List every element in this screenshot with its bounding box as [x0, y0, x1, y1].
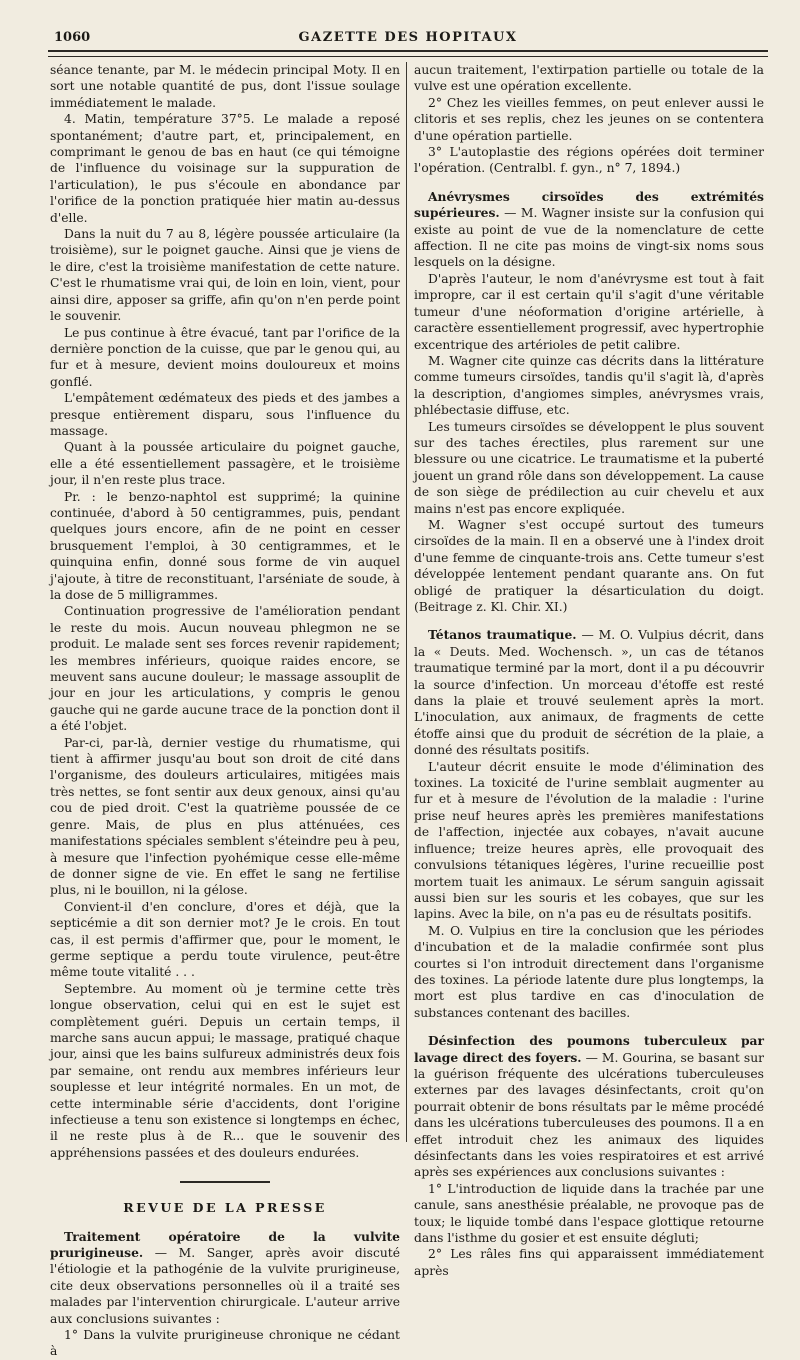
article-title: Tétanos traumatique. [428, 627, 577, 643]
paragraph: Pr. : le benzo-naphtol est supprimé; la quinine continuée, d'abord à 50 centigrammes, puis, pendant quelques jours encore, afin de ne point en cesser brusquement l'emploi, à 30 centigrammes, et le quinquina enfin, donné sous forme de vin auquel j'ajoute, à titre de reconstituant, l'arséniate de soude, à la dose de 5 milligrammes. [50, 489, 400, 602]
paragraph: séance tenante, par M. le médecin principal Moty. Il en sort une notable quantité de pus, dont l'issue soulage immédiatement le malade. [50, 63, 400, 110]
paragraph: D'après l'auteur, le nom d'anévrysme est tout à fait impropre, car il est certain qu'il s'agit d'une véritable tumeur d'une néoformation d'origine artérielle, à caractère essentiellement progressif, avec hypertrophie excentrique des artérioles de petit calibre. [414, 271, 764, 352]
paragraph: Convient-il d'en conclure, d'ores et déjà, que la septicémie a dit son dernier mot? Je le crois. En tout cas, il est permis d'affirmer que, pour le moment, le germe septique a perdu toute virulence, peut-être même toute vitalité . . . [50, 899, 400, 980]
list-item: 2° Les râles fins qui apparaissent immédiatement après [414, 1247, 764, 1278]
article-tetanos [414, 627, 764, 758]
section-heading: REVUE DE LA PRESSE [123, 1200, 327, 1216]
list-item: 2° Chez les vieilles femmes, on peut enlever aussi le clitoris et ses replis, chez les jeunes on se contentera d'une opération partielle. [414, 95, 764, 143]
article-title: Désinfection des poumons tuberculeux par lavage direct des foyers. [414, 1033, 764, 1065]
left-column [50, 62, 400, 1359]
paragraph: M. O. Vulpius en tire la conclusion que les périodes d'incubation et de la maladie confirmée sont plus courtes si l'on introduit directement dans l'organisme des toxines. La période latente dure plus longtemps, la mort est plus tardive en cas d'inoculation de substances contenant des bacilles. [414, 923, 764, 1020]
article-desinfection [414, 1033, 764, 1181]
paragraph: L'auteur décrit ensuite le mode d'élimination des toxines. La toxicité de l'urine semblait augmenter au fur et à mesure de l'évolution de la maladie : l'urine prise neuf heures après les premières manifestations de l'affection, injectée aux cobayes, n'avait aucune influence; treize heures après, elle provoquait des convulsions tétaniques légères, l'urine recueillie post mortem tuait les animaux. Le sérum sanguin agissait aussi bien sur les souris et les cobayes, que sur les lapins. Avec la bile, on n'a pas eu de résultats positifs. [414, 759, 764, 922]
paragraph: Le pus continue à être évacué, tant par l'orifice de la dernière ponction de la cuisse, que par le genou qui, au fur et à mesure, devient moins douloureux et moins gonflé. [50, 325, 400, 389]
paragraph: Quant à la poussée articulaire du poignet gauche, elle a été essentiellement passagère, et le troisième jour, il n'en reste plus trace. [50, 440, 400, 488]
paragraph: L'empâtement œdémateux des pieds et des jambes a presque entièrement disparu, sous l'influence du massage. [50, 391, 400, 438]
page-number: 1060 [54, 30, 91, 45]
article-text: — M. Gourina, se basant sur la guérison fréquente des ulcérations tuberculeuses externes par des lavages désinfectants, croit qu'on pourrait obtenir de bons résultats par le même procédé dans les ulcérations tuberculeuses des poumons. Il a en effet introduit chez les animaux des liquides désinfectants dans les voies respiratoires et est arrivé après ses expériences aux conclusions suivantes : [414, 1050, 764, 1180]
article-title: Anévrysmes cirsoïdes des extrémités supérieures. [414, 188, 764, 221]
header-rule [48, 50, 768, 57]
page-header [48, 28, 768, 50]
paragraph: Septembre. Au moment où je termine cette très longue observation, celui qui en est le sujet est complètement guéri. Depuis un certain temps, il marche sans aucun appui; le massage, pratiqué chaque jour, ainsi que les bains sulfureux administrés deux fois par semaine, ont rendu aux membres inférieurs leur souplesse et leur intégrité normales. En un mot, de cette interminable série d'accidents, dont l'origine infectieuse a tenu son existence si longtemps en échec, il ne reste plus à de R... que le souvenir des appréhensions passées et des douleurs endurées. [50, 981, 400, 1160]
article-anevrysmes [414, 189, 764, 271]
paragraph: Par-ci, par-là, dernier vestige du rhumatisme, qui tient à affirmer jusqu'au bout son droit de cité dans l'organisme, des douleurs articulaires, mitigées mais très nettes, se font sentir aux deux genoux, ainsi qu'au cou de pied droit. C'est la quatrième poussée de ce genre. Mais, de plus en plus atténuées, ces manifestations spéciales semblent s'éteindre peu à peu, à mesure que l'infection pyohémique cesse elle-même de donner signe de vie. En effet le sang ne fertilise plus, ni le bouillon, ni la gélose. [50, 735, 400, 898]
paragraph: Les tumeurs cirsoïdes se développent le plus souvent sur des taches érectiles, plus rarement sur une blessure ou une cicatrice. Le traumatisme et la puberté jouent un grand rôle dans son développement. La cause de son siège de prédilection au cuir chevelu et aux mains n'est pas encore expliquée. [414, 419, 764, 516]
column-divider [406, 62, 407, 1142]
list-item: 3° L'autoplastie des régions opérées doit terminer l'opération. (Centralbl. f. gyn., n° 7, 1894.) [414, 145, 764, 176]
article-title: Traitement opératoire de la vulvite prurigineuse. [50, 1228, 400, 1261]
paragraph: M. Wagner cite quinze cas décrits dans la littérature comme tumeurs cirsoïdes, tandis qu'il s'agit là, d'après la description, d'angiomes simples, anévrysmes vrais, phlébectasie diffuse, etc. [414, 353, 764, 418]
paragraph: aucun traitement, l'extirpation partielle ou totale de la vulve est une opération excellente. [414, 63, 764, 94]
article-text: — M. O. Vulpius décrit, dans la « Deuts. Med. Wochensch. », un cas de tétanos traumatique terminé par la mort, dont il a pu découvrir la source d'infection. Un morceau d'étoffe est resté dans la plaie et trouvé seulement après la mort. L'inoculation, aux animaux, de fragments de cette étoffe ainsi que du produit de sécrétion de la plaie, a donné des résultats positifs. [414, 628, 764, 758]
list-item: 1° L'introduction de liquide dans la trachée par une canule, sans anesthésie préalable, ne provoque pas de toux; le liquide tombé dans l'espace glottique retourne dans l'isthme du gosier et est ensuite dégluti; [414, 1181, 764, 1246]
paragraph: 4. Matin, température 37°5. Le malade a reposé spontanément; d'autre part, et, principalement, en comprimant le genou de bas en haut (ce qui témoigne de l'influence du voisinage sur la suppuration de l'articulation), le pus s'écoule en abondance par l'orifice de la ponction pratiquée hier matin au-dessus d'elle. [50, 112, 400, 225]
right-column [414, 62, 764, 1278]
article-text: — M. Wagner insiste sur la confusion qui existe au point de vue de la nomenclature de cette affection. Il ne cite pas moins de vingt-six noms sous lesquels on la désigne. [414, 206, 764, 270]
article-text: — M. Sanger, après avoir discuté l'étiologie et la pathogénie de la vulvite prurigineuse, cite deux observations personnelles où il a traité ses malades par l'intervention chirurgicale. L'auteur arrive aux conclusions suivantes : [50, 1246, 400, 1326]
paragraph: M. Wagner s'est occupé surtout des tumeurs cirsoïdes de la main. Il en a observé une à l'index droit d'une femme de cinquante-trois ans. Cette tumeur s'est développée lentement pendant quarante ans. On fut obligé de pratiquer la désarticulation du doigt. (Beitrage z. Kl. Chir. XI.) [414, 517, 764, 614]
list-item: 1° Dans la vulvite prurigineuse chronique ne cédant à [50, 1328, 400, 1359]
journal-title: GAZETTE DES HOPITAUX [298, 30, 518, 45]
paragraph: Continuation progressive de l'amélioration pendant le reste du mois. Aucun nouveau phlegmon ne se produit. Le malade sent ses forces revenir rapidement; les membres inférieurs, quoique raides encore, se meuvent sans aucune douleur; le massage assouplit de jour en jour les articulations, y compris le genou gauche qui ne garde aucune trace de la ponction dont il a été l'objet. [50, 604, 400, 734]
paragraph: Dans la nuit du 7 au 8, légère poussée articulaire (la troisième), sur le poignet gauche. Ainsi que je viens de le dire, c'est la troisième manifestation de cette nature. C'est le rhumatisme vrai qui, de loin en loin, vient, pour ainsi dire, apposer sa griffe, afin qu'on n'en perde point le souvenir. [50, 227, 400, 324]
section-divider [180, 1181, 270, 1186]
article-vulvite [50, 1229, 400, 1327]
